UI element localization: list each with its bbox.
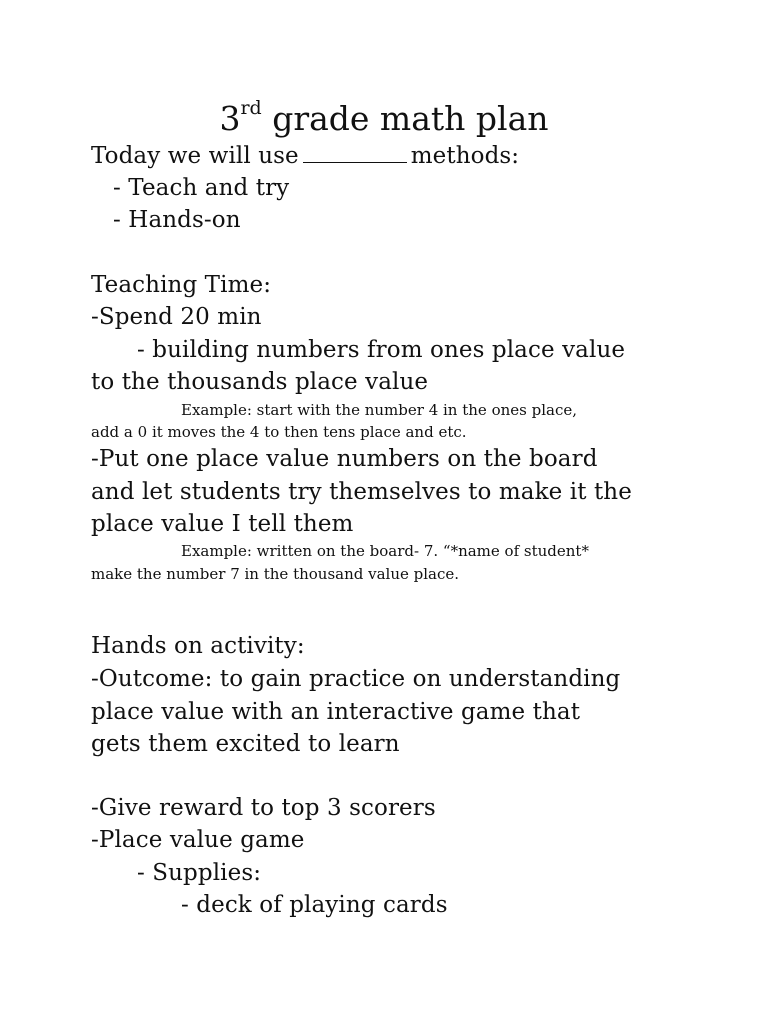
title-number: 3	[219, 99, 241, 138]
cards-line: - deck of playing cards	[181, 892, 448, 918]
fill-in-blank	[303, 144, 407, 163]
supplies-line: - Supplies:	[137, 860, 262, 886]
teaching-building-line-2: to the thousands place value	[91, 369, 429, 395]
method-item-hands-on: - Hands-on	[113, 207, 241, 233]
example-1-line-2: add a 0 it moves the 4 to then tens place and etc.	[91, 423, 467, 441]
intro-line	[91, 140, 519, 172]
intro-after-blank: methods:	[410, 143, 520, 169]
example-1-line-1: Example: start with the number 4 in the ones place,	[181, 401, 577, 419]
example-2-line-1: Example: written on the board- 7. “*name of student*	[181, 542, 589, 560]
method-item-teach-and-try: - Teach and try	[113, 175, 290, 201]
hands-on-heading: Hands on activity:	[91, 633, 305, 659]
outcome-line-1: -Outcome: to gain practice on understanding	[91, 666, 621, 692]
teaching-building-line-1: - building numbers from ones place value	[137, 337, 626, 363]
outcome-line-2: place value with an interactive game that	[91, 699, 581, 725]
title-ordinal-suffix: rd	[240, 97, 262, 119]
outcome-line-3: gets them excited to learn	[91, 731, 400, 757]
teaching-spend-line: -Spend 20 min	[91, 304, 262, 330]
example-2-line-2: make the number 7 in the thousand value place.	[91, 565, 460, 583]
intro-before-blank: Today we will use	[91, 143, 299, 169]
game-line: -Place value game	[91, 827, 305, 853]
reward-line: -Give reward to top 3 scorers	[91, 795, 436, 821]
teaching-put-line-1: -Put one place value numbers on the board	[91, 446, 598, 472]
teaching-put-line-2: and let students try themselves to make it the	[91, 479, 632, 505]
teaching-put-line-3: place value I tell them	[91, 511, 354, 537]
title-rest: grade math plan	[272, 99, 549, 138]
page-title	[0, 98, 768, 140]
teaching-heading: Teaching Time:	[91, 272, 272, 298]
